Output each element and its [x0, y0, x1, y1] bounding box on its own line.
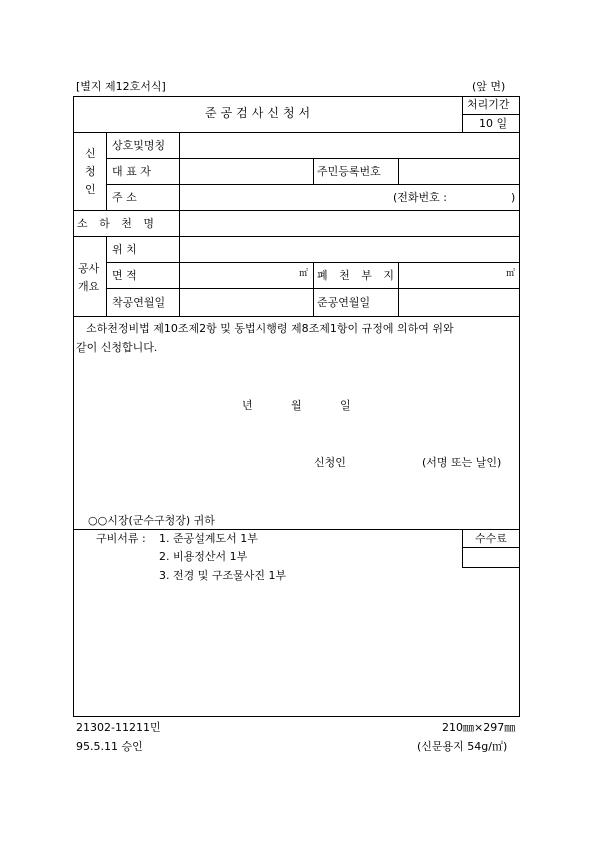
completion-date-field[interactable]	[399, 289, 519, 315]
document-item-1: 1. 준공설계도서 1부	[159, 532, 258, 545]
area-label: 면 적	[112, 269, 137, 282]
address-field[interactable]	[180, 185, 390, 209]
construction-section-label-2: 개요	[78, 280, 100, 293]
phone-close-paren: )	[511, 191, 516, 204]
resident-number-label: 주민등록번호	[317, 165, 381, 178]
processing-period-label: 처리기간	[467, 98, 510, 111]
area-field[interactable]	[180, 263, 298, 287]
stream-name-label: 소 하 천 명	[77, 217, 158, 230]
phone-field[interactable]	[462, 185, 508, 209]
row-line-dates	[73, 316, 520, 317]
abolished-site-field[interactable]	[399, 263, 503, 287]
form-code: 21302-11211민	[76, 721, 161, 734]
representative-label: 대 표 자	[112, 165, 151, 178]
start-date-field[interactable]	[180, 289, 312, 315]
representative-field[interactable]	[180, 159, 312, 183]
date-month-label: 월	[291, 399, 302, 412]
abolished-site-label: 폐 천 부 지	[317, 269, 398, 282]
signature-field[interactable]	[352, 452, 414, 472]
col-line-abolished	[313, 262, 314, 316]
applicant-section-label-1: 신	[85, 147, 96, 160]
form-number: [별지 제12호서식]	[76, 80, 166, 93]
date-day-label: 일	[340, 399, 351, 412]
business-name-field[interactable]	[180, 133, 519, 157]
location-label: 위 치	[112, 243, 137, 256]
documents-label: 구비서류 :	[96, 532, 146, 545]
paper-type: (신문용지 54g/㎡)	[417, 740, 508, 753]
phone-label: (전화번호 :	[393, 191, 447, 204]
form-title: 준공검사신청서	[205, 106, 315, 120]
completion-date-label: 준공연월일	[317, 296, 371, 309]
signature-note: (서명 또는 날인)	[422, 456, 502, 469]
fee-field[interactable]	[463, 548, 519, 566]
address-label: 주 소	[112, 191, 137, 204]
applicant-section-label-3: 인	[85, 183, 96, 196]
date-year-label: 년	[242, 399, 253, 412]
col-line-applicant	[106, 132, 107, 210]
approval-date: 95.5.11 승인	[76, 740, 143, 753]
resident-number-field[interactable]	[399, 159, 519, 183]
statement-line-1: 소하천정비법 제10조제2항 및 동법시행령 제8조제1항이 규정에 의하여 위와	[86, 322, 454, 335]
stream-name-field[interactable]	[180, 211, 519, 235]
paper-size: 210㎜×297㎜	[442, 721, 516, 734]
construction-section-label-1: 공사	[78, 262, 100, 275]
start-date-label: 착공연월일	[112, 296, 166, 309]
fee-box-bottom	[462, 567, 520, 568]
col-line-resident	[313, 158, 314, 184]
document-item-2: 2. 비용정산서 1부	[159, 550, 248, 563]
area-unit: ㎡	[299, 269, 309, 279]
signer-label: 신청인	[314, 456, 346, 469]
fee-label: 수수료	[475, 532, 507, 545]
statement-line-2: 같이 신청합니다.	[76, 341, 158, 354]
processing-divider	[462, 114, 520, 115]
page-side-label: (앞 면)	[472, 80, 506, 93]
processing-period-value: 10 일	[479, 117, 508, 130]
location-field[interactable]	[180, 237, 519, 261]
addressee: ○○시장(군수구청장) 귀하	[88, 514, 215, 527]
applicant-section-label-2: 청	[85, 165, 96, 178]
col-line-construction	[106, 236, 107, 316]
business-name-label: 상호및명칭	[112, 139, 166, 152]
abolished-site-unit: ㎡	[506, 269, 516, 279]
document-item-3: 3. 전경 및 구조물사진 1부	[159, 569, 287, 582]
row-line-documents	[73, 529, 520, 530]
